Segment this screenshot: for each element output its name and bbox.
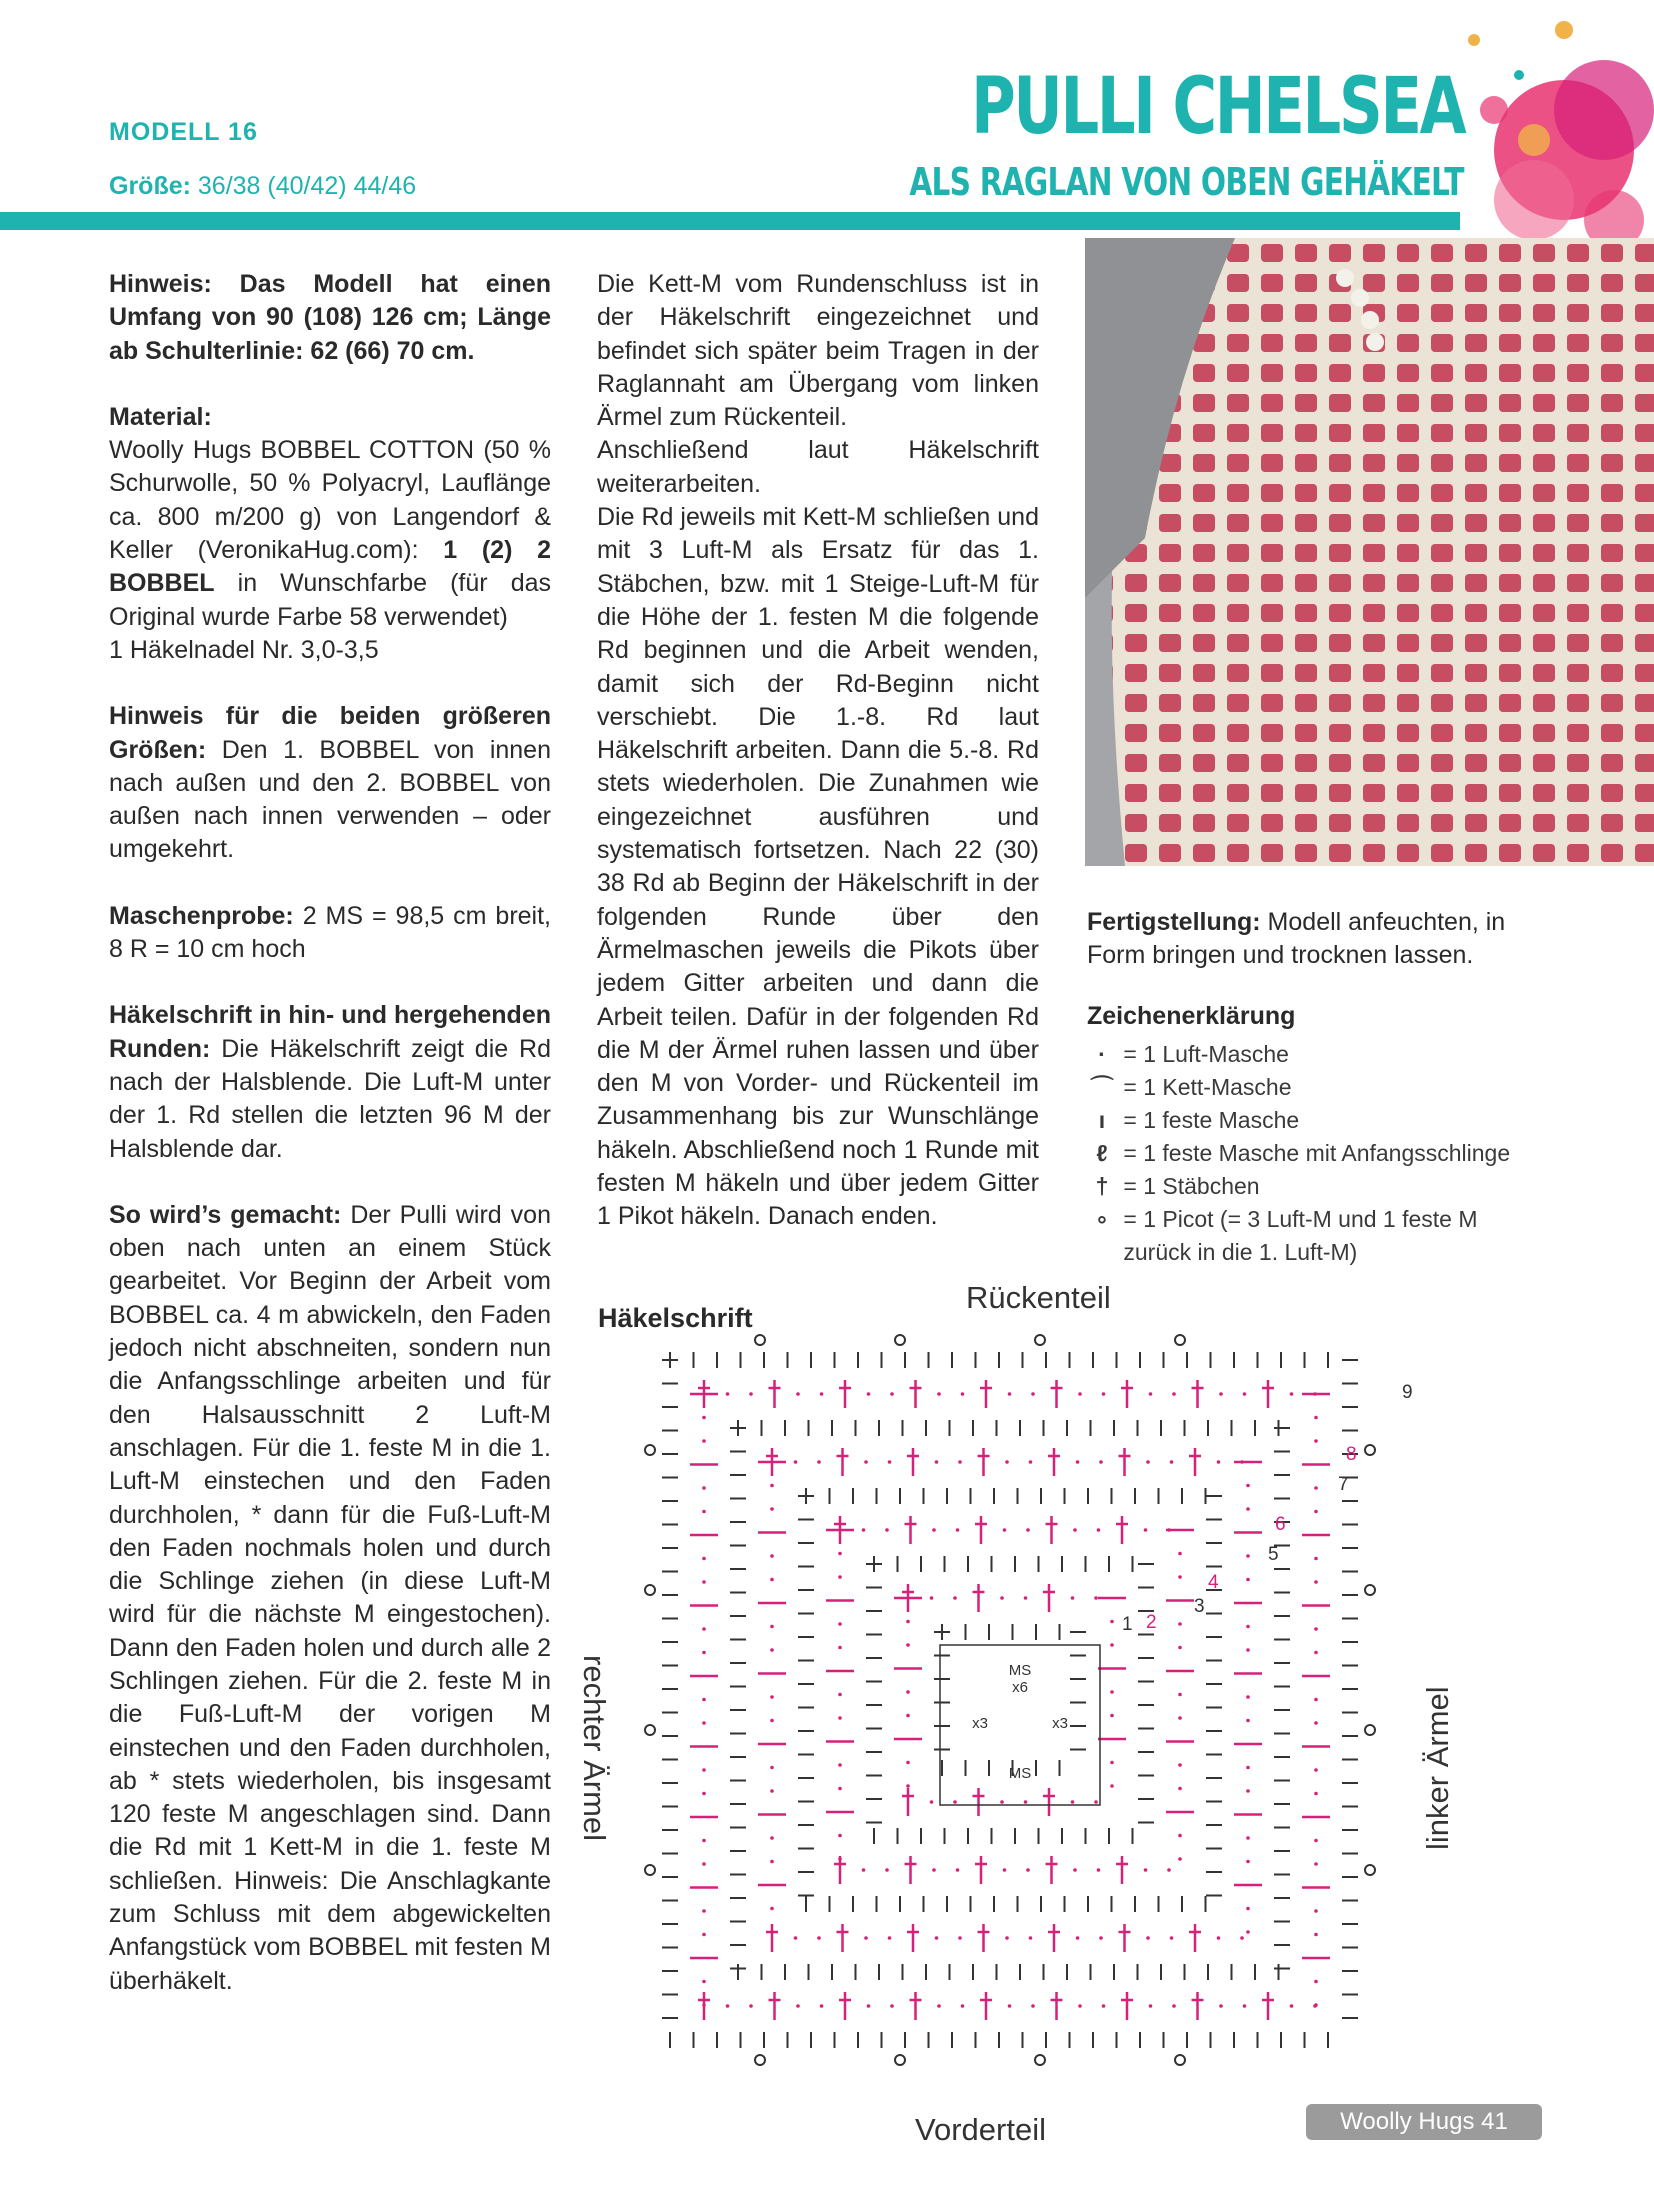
chain-mark	[1071, 1596, 1075, 1600]
crochet-chart	[640, 1330, 1413, 2100]
haekel-label: Häkelschrift in hin- und hergehenden Runden:	[109, 1001, 551, 1063]
picot-mark	[645, 1585, 655, 1595]
chain-mark	[1246, 1766, 1250, 1770]
chain-mark	[1003, 1868, 1007, 1872]
chain-mark	[1217, 1936, 1221, 1940]
text-column-left	[109, 268, 551, 2031]
chain-mark	[770, 1766, 774, 1770]
chain-mark	[1314, 1721, 1318, 1725]
hinweis2-label: Hinweis für die beiden größeren Größen:	[109, 702, 551, 764]
chain-mark	[1246, 1930, 1250, 1934]
chain-mark	[1029, 1460, 1033, 1464]
chain-mark	[749, 1392, 753, 1396]
picot-mark	[1365, 1585, 1375, 1595]
chain-mark	[702, 1792, 706, 1796]
material-bobbel: 1 (2) 2 BOBBEL	[109, 536, 551, 598]
legend-symbol: ∘	[1094, 1206, 1110, 1232]
chain-mark	[906, 1690, 910, 1694]
chart-label-back: Rückenteil	[966, 1280, 1111, 1315]
chain-mark	[702, 1768, 706, 1772]
chain-mark	[1029, 1936, 1033, 1940]
chain-mark	[906, 1761, 910, 1765]
hinweis2-text: Den 1. BOBBEL von innen nach außen und den 2. BOBBEL von außen nach innen verwenden – oder umgekehrt.	[109, 735, 551, 864]
chart-label-right-sleeve: rechter Ärmel	[577, 1655, 612, 1842]
chain-mark	[702, 1862, 706, 1866]
chain-mark	[1217, 1460, 1221, 1464]
ms-label-top: MS	[1008, 1662, 1032, 1679]
chain-mark	[1314, 1651, 1318, 1655]
chain-mark	[958, 1936, 962, 1940]
chain-mark	[1024, 1800, 1028, 1804]
chain-mark	[702, 1416, 706, 1420]
chain-mark	[838, 1575, 842, 1579]
chain-mark	[888, 1460, 892, 1464]
chain-mark	[1094, 1596, 1098, 1600]
chain-mark	[1246, 1789, 1250, 1793]
chain-mark	[1314, 1698, 1318, 1702]
chain-mark	[961, 1392, 965, 1396]
chain-mark	[1314, 1580, 1318, 1584]
chain-mark	[1170, 1460, 1174, 1464]
legend-symbol: †	[1095, 1173, 1109, 1199]
picot-mark	[645, 1445, 655, 1455]
round-number: 7	[1338, 1474, 1349, 1495]
gemacht-label: So wird’s gemacht:	[109, 1200, 342, 1229]
chain-mark	[1144, 1528, 1148, 1532]
chain-mark	[794, 1936, 798, 1940]
chain-mark	[1005, 1460, 1009, 1464]
chain-mark	[1314, 1439, 1318, 1443]
chain-mark	[770, 1907, 774, 1911]
chain-mark	[1314, 1792, 1318, 1796]
chain-mark	[702, 2003, 706, 2007]
chain-mark	[961, 2004, 965, 2008]
chain-mark	[1026, 1868, 1030, 1872]
chain-mark	[770, 1930, 774, 1934]
chain-mark	[1314, 1909, 1318, 1913]
picot-mark	[755, 1335, 765, 1345]
chain-mark	[1073, 1868, 1077, 1872]
round-number: 1	[1122, 1614, 1133, 1635]
haekel-text: Die Häkelschrift zeigt die Rd nach der Halsblende. Die Luft-M unter der 1. Rd stellen die letzten 96 M der Halsblende dar.	[109, 1034, 551, 1163]
chain-mark	[1314, 1416, 1318, 1420]
legend-text: = 1 Picot (= 3 Luft-M und 1 feste M	[1123, 1206, 1478, 1232]
chain-mark	[953, 1800, 957, 1804]
round-numbers	[1122, 1382, 1413, 1635]
picot-mark	[1175, 2055, 1185, 2065]
round-number: 4	[1208, 1572, 1219, 1593]
chain-mark	[1314, 1980, 1318, 1984]
page-footer: Woolly Hugs 41	[1306, 2104, 1542, 2140]
picot-mark	[895, 2055, 905, 2065]
chain-mark	[1094, 1800, 1098, 1804]
chain-mark	[817, 1936, 821, 1940]
col2-p3: Die Rd jeweils mit Kett-M schließen und mit 3 Luft-M als Ersatz für das 1. Stäbchen, bzw. mit 1 Steige-Luft-M für die Höhe der 1. festen M die folgende Rd beginnen und die Arbeit wenden, damit sich der Rd-Beginn nicht verschiebt. Die 1.-8. Rd laut Häkelschrift arbeiten. Dann die 5.-8. Rd stets wiederholen. Die Zunahmen wie eingezeichnet ausführen und systematisch fortsetzen. Nach 22 (30) 38 Rd ab Beginn der Häkelschrift in der folgenden Runde über den Ärmelmaschen jeweils die Pikots über jedem Gitter arbeiten und dann die Arbeit teilen. Dafür in der folgenden Rd die M der Ärmel ruhen lassen und über den M von Vorder- und Rückenteil im Zusammenhang bis zur Wunschlänge häkeln. Abschließend noch 1 Runde mit festen M häkeln und über jedem Gitter 1 Pikot häkeln. Danach enden.	[597, 503, 1039, 1231]
chain-mark	[1246, 1719, 1250, 1723]
chain-mark	[702, 1721, 706, 1725]
chain-mark	[1314, 1486, 1318, 1490]
chain-mark	[906, 1643, 910, 1647]
chain-mark	[1172, 2004, 1176, 2008]
finishing-body: Modell anfeuchten, in Form bringen und trocknen lassen.	[1087, 908, 1506, 969]
chain-mark	[838, 1857, 842, 1861]
chain-mark	[1178, 1552, 1182, 1556]
chain-mark	[838, 1787, 842, 1791]
chain-mark	[1031, 2004, 1035, 2008]
chain-mark	[1071, 1800, 1075, 1804]
chain-mark	[1240, 1460, 1244, 1464]
chain-mark	[770, 1578, 774, 1582]
picot-mark	[1365, 1725, 1375, 1735]
chain-mark	[1076, 1936, 1080, 1940]
picot-mark	[645, 1865, 655, 1875]
chain-mark	[702, 1439, 706, 1443]
chain-mark	[794, 1460, 798, 1464]
legend-symbol: ⌒	[1090, 1074, 1114, 1100]
x3-label-right: x3	[1052, 1715, 1068, 1732]
chain-mark	[1144, 1868, 1148, 1872]
chain-mark	[1167, 1528, 1171, 1532]
chain-mark	[862, 1528, 866, 1532]
chain-mark	[1178, 1693, 1182, 1697]
chain-mark	[906, 1714, 910, 1718]
legend-text: = 1 feste Masche mit Anfangsschlinge	[1123, 1140, 1511, 1166]
chain-mark	[770, 1695, 774, 1699]
header-band	[0, 212, 1460, 230]
chain-mark	[1099, 1460, 1103, 1464]
chain-mark	[890, 1392, 894, 1396]
gemacht-text: Der Pulli wird von oben nach unten an einem Stück gearbeitet. Vor Beginn der Arbeit vom BOBBEL ca. 4 m abwickeln, den Faden jedoch nicht abschneiten, sondern nun die Anfangsschlinge arbeiten und für den Halsausschnitt 2 Luft-M anschlagen. Für die 1. feste M in die 1. Luft-M einstechen und den Faden durchholen, * dann für die Fuß-Luft-M den Faden nochmals holen und durch die Schlinge ziehen (in diese Luft-M wird für die nächste M eingestochen). Dann den Faden holen und durch alle 2 Schlingen ziehen. Für die 2. feste M in die Fuß-Luft-M der vorigen M einstechen und den Faden durchholen, ab * stets wiederholen, bis insgesamt 120 feste M angeschlagen sind. Dann die Rd mit 1 Kett-M in die 1. feste M schließen. Hinweis: Die Anschlagkante zum Schluss mit dem abgewickelten Anfangstück vom BOBBEL mit festen M überhäkelt.	[109, 1200, 551, 1995]
chain-mark	[1246, 1507, 1250, 1511]
chain-mark	[1146, 1460, 1150, 1464]
chain-mark	[796, 2004, 800, 2008]
chain-mark	[1246, 1695, 1250, 1699]
chain-mark	[1110, 1714, 1114, 1718]
chain-mark	[1219, 2004, 1223, 2008]
chain-mark	[702, 1839, 706, 1843]
chain-mark	[1008, 2004, 1012, 2008]
chain-mark	[702, 1627, 706, 1631]
chain-mark	[890, 2004, 894, 2008]
legend-item	[1087, 1104, 1299, 1137]
chain-mark	[930, 1800, 934, 1804]
round-number: 5	[1268, 1544, 1279, 1565]
chain-mark	[1149, 1392, 1153, 1396]
legend-item	[1087, 1071, 1292, 1104]
chain-mark	[1000, 1800, 1004, 1804]
chain-mark	[702, 1933, 706, 1937]
chain-mark	[838, 1693, 842, 1697]
legend-symbol: ℓ	[1096, 1140, 1108, 1166]
picot-mark	[1175, 1335, 1185, 1345]
chain-mark	[1246, 1907, 1250, 1911]
col2-p1: Die Kett-M vom Rundenschluss ist in der Häkelschrift eingezeichnet und befindet sich später beim Tragen in der Raglannaht am Übergang vom linken Ärmel zum Rückenteil.	[597, 270, 1039, 432]
chain-mark	[906, 1620, 910, 1624]
model-photo	[1085, 238, 1654, 866]
crochet-grid	[645, 1335, 1375, 2065]
material-text: Woolly Hugs BOBBEL COTTON (50 % Schurwolle, 50 % Polyacryl, Lauflänge ca. 800 m/200 g) von Langendorf & Keller (VeronikaHug.com):	[109, 436, 551, 565]
picot-mark	[1035, 1335, 1045, 1345]
legend-text: = 1 feste Masche	[1123, 1107, 1300, 1133]
hinweis-text: Hinweis: Das Modell hat einen Umfang von 90 (108) 126 cm; Länge ab Schulterlinie: 62 (66) 70 cm.	[109, 270, 551, 365]
chain-mark	[1097, 1868, 1101, 1872]
chain-mark	[1178, 1646, 1182, 1650]
chain-mark	[749, 2004, 753, 2008]
col2-p2: Anschließend laut Häkelschrift weiterarbeiten.	[597, 436, 1039, 498]
chain-mark	[1246, 1648, 1250, 1652]
finishing-text	[1087, 906, 1527, 972]
chain-mark	[838, 1763, 842, 1767]
chain-mark	[1313, 1392, 1317, 1396]
chain-mark	[864, 1936, 868, 1940]
chain-mark	[820, 2004, 824, 2008]
chain-mark	[1102, 2004, 1106, 2008]
chain-mark	[867, 1392, 871, 1396]
chain-mark	[1314, 1557, 1318, 1561]
chain-mark	[817, 1460, 821, 1464]
legend-text: zurück in die 1. Luft-M)	[1123, 1239, 1358, 1265]
chain-mark	[1102, 1392, 1106, 1396]
material-text-2: in Wunschfarbe (für das Original wurde Farbe 58 verwendet)	[109, 569, 551, 631]
chain-mark	[770, 1719, 774, 1723]
chain-mark	[770, 1789, 774, 1793]
chain-mark	[838, 1646, 842, 1650]
chain-mark	[770, 1625, 774, 1629]
size-label: Größe:	[109, 172, 191, 200]
chain-mark	[1178, 1575, 1182, 1579]
chain-mark	[770, 1507, 774, 1511]
chain-mark	[1290, 1392, 1294, 1396]
x3-label-left: x3	[972, 1715, 988, 1732]
chain-mark	[726, 1392, 730, 1396]
chain-mark	[770, 1484, 774, 1488]
chain-mark	[1178, 1763, 1182, 1767]
chain-mark	[932, 1868, 936, 1872]
chain-mark	[1314, 1933, 1318, 1937]
chain-mark	[770, 1554, 774, 1558]
picot-mark	[1035, 2055, 1045, 2065]
chain-mark	[1246, 1836, 1250, 1840]
chain-mark	[770, 1836, 774, 1840]
chain-mark	[838, 1834, 842, 1838]
chain-mark	[1314, 1510, 1318, 1514]
chain-mark	[1219, 1392, 1223, 1396]
round-number: 8	[1346, 1444, 1357, 1465]
chain-mark	[1246, 1625, 1250, 1629]
chain-mark	[1314, 1839, 1318, 1843]
legend-item	[1087, 1236, 1357, 1269]
chain-mark	[1290, 2004, 1294, 2008]
chain-mark	[1110, 1761, 1114, 1765]
chain-mark	[956, 1528, 960, 1532]
material-label: Material:	[109, 402, 212, 431]
chain-mark	[770, 1648, 774, 1652]
chart-title: Häkelschrift	[598, 1303, 753, 1333]
chain-mark	[838, 1622, 842, 1626]
chain-mark	[1314, 1768, 1318, 1772]
chain-mark	[820, 1392, 824, 1396]
chain-mark	[1178, 1787, 1182, 1791]
chain-mark	[1178, 1622, 1182, 1626]
x6-label-top: x6	[1012, 1679, 1028, 1696]
size-value: 36/38 (40/42) 44/46	[190, 172, 417, 200]
legend-symbol: ·	[1098, 1041, 1106, 1067]
chain-mark	[702, 1909, 706, 1913]
text-column-middle	[597, 268, 1039, 1234]
round-number: 3	[1194, 1596, 1205, 1617]
chain-mark	[862, 1868, 866, 1872]
chain-mark	[1167, 1868, 1171, 1872]
chain-mark	[1026, 1528, 1030, 1532]
chain-mark	[1178, 1834, 1182, 1838]
chain-mark	[935, 1936, 939, 1940]
legend-symbol: ı	[1098, 1107, 1106, 1133]
chain-mark	[770, 1860, 774, 1864]
chain-mark	[1314, 1627, 1318, 1631]
chain-mark	[1024, 1596, 1028, 1600]
chain-mark	[1149, 2004, 1153, 2008]
chain-mark	[1110, 1784, 1114, 1788]
picot-mark	[755, 2055, 765, 2065]
chain-mark	[1243, 1392, 1247, 1396]
chain-mark	[1000, 1596, 1004, 1600]
round-number: 2	[1146, 1612, 1157, 1633]
chain-mark	[702, 1580, 706, 1584]
legend-item	[1087, 1038, 1289, 1071]
page-title: PULLI CHELSEA	[970, 62, 1464, 152]
chain-mark	[1110, 1690, 1114, 1694]
legend-text: = 1 Stäbchen	[1123, 1173, 1260, 1199]
chain-mark	[702, 1510, 706, 1514]
chain-mark	[885, 1868, 889, 1872]
chain-mark	[1314, 1862, 1318, 1866]
chart-label-front: Vorderteil	[915, 2112, 1046, 2147]
chain-mark	[1246, 1554, 1250, 1558]
legend-item	[1087, 1137, 1510, 1170]
legend-text: = 1 Luft-Masche	[1123, 1041, 1289, 1067]
ms-label-bottom: MS	[1008, 1765, 1032, 1782]
chain-mark	[906, 1784, 910, 1788]
chain-mark	[1008, 1392, 1012, 1396]
picot-mark	[645, 1725, 655, 1735]
chain-mark	[1099, 1936, 1103, 1940]
chain-mark	[1078, 1392, 1082, 1396]
chain-mark	[1076, 1460, 1080, 1464]
round-number: 6	[1275, 1514, 1286, 1535]
chain-mark	[953, 1596, 957, 1600]
chain-mark	[937, 1392, 941, 1396]
chain-mark	[1073, 1528, 1077, 1532]
chain-mark	[935, 1460, 939, 1464]
round-number: 9	[1402, 1382, 1413, 1403]
chain-mark	[702, 1486, 706, 1490]
picot-mark	[1365, 1445, 1375, 1455]
chain-mark	[838, 1716, 842, 1720]
chain-mark	[702, 1651, 706, 1655]
chain-mark	[1243, 2004, 1247, 2008]
chain-mark	[1246, 1578, 1250, 1582]
picot-mark	[1365, 1865, 1375, 1875]
chain-mark	[702, 1698, 706, 1702]
chain-mark	[1178, 1857, 1182, 1861]
chain-mark	[867, 2004, 871, 2008]
chain-mark	[932, 1528, 936, 1532]
finishing-label: Fertigstellung:	[1087, 908, 1261, 936]
chain-mark	[1314, 2003, 1318, 2007]
chain-mark	[796, 1392, 800, 1396]
chain-mark	[1110, 1643, 1114, 1647]
legend-item	[1087, 1170, 1260, 1203]
chain-mark	[1097, 1528, 1101, 1532]
legend-title: Zeichenerklärung	[1087, 1002, 1296, 1030]
chain-mark	[888, 1936, 892, 1940]
material-needle: 1 Häkelnadel Nr. 3,0-3,5	[109, 635, 379, 664]
chain-mark	[702, 1980, 706, 1984]
size-line	[109, 172, 416, 201]
chart-label-left-sleeve: linker Ärmel	[1420, 1686, 1455, 1850]
model-number: MODELL 16	[109, 118, 258, 146]
chain-mark	[1170, 1936, 1174, 1940]
chain-mark	[1240, 1936, 1244, 1940]
chain-mark	[838, 1552, 842, 1556]
chain-mark	[958, 1460, 962, 1464]
page-subtitle: ALS RAGLAN VON OBEN GEHÄKELT	[909, 160, 1464, 204]
chain-mark	[1178, 1716, 1182, 1720]
chain-mark	[956, 1868, 960, 1872]
chain-mark	[1031, 1392, 1035, 1396]
chain-mark	[702, 1557, 706, 1561]
chain-mark	[1110, 1620, 1114, 1624]
picot-mark	[895, 1335, 905, 1345]
chain-mark	[864, 1460, 868, 1464]
probe-label: Maschenprobe:	[109, 901, 294, 930]
legend-item	[1087, 1203, 1478, 1236]
chain-mark	[937, 2004, 941, 2008]
chain-mark	[1146, 1936, 1150, 1940]
probe-text: 2 MS = 98,5 cm breit, 8 R = 10 cm hoch	[109, 901, 551, 964]
chain-mark	[1172, 1392, 1176, 1396]
chain-mark	[1003, 1528, 1007, 1532]
chain-mark	[930, 1596, 934, 1600]
chain-mark	[1246, 1860, 1250, 1864]
chain-mark	[1005, 1936, 1009, 1940]
chain-mark	[1078, 2004, 1082, 2008]
chain-mark	[726, 2004, 730, 2008]
legend-text: = 1 Kett-Masche	[1123, 1074, 1292, 1100]
chain-mark	[885, 1528, 889, 1532]
chain-mark	[1246, 1484, 1250, 1488]
